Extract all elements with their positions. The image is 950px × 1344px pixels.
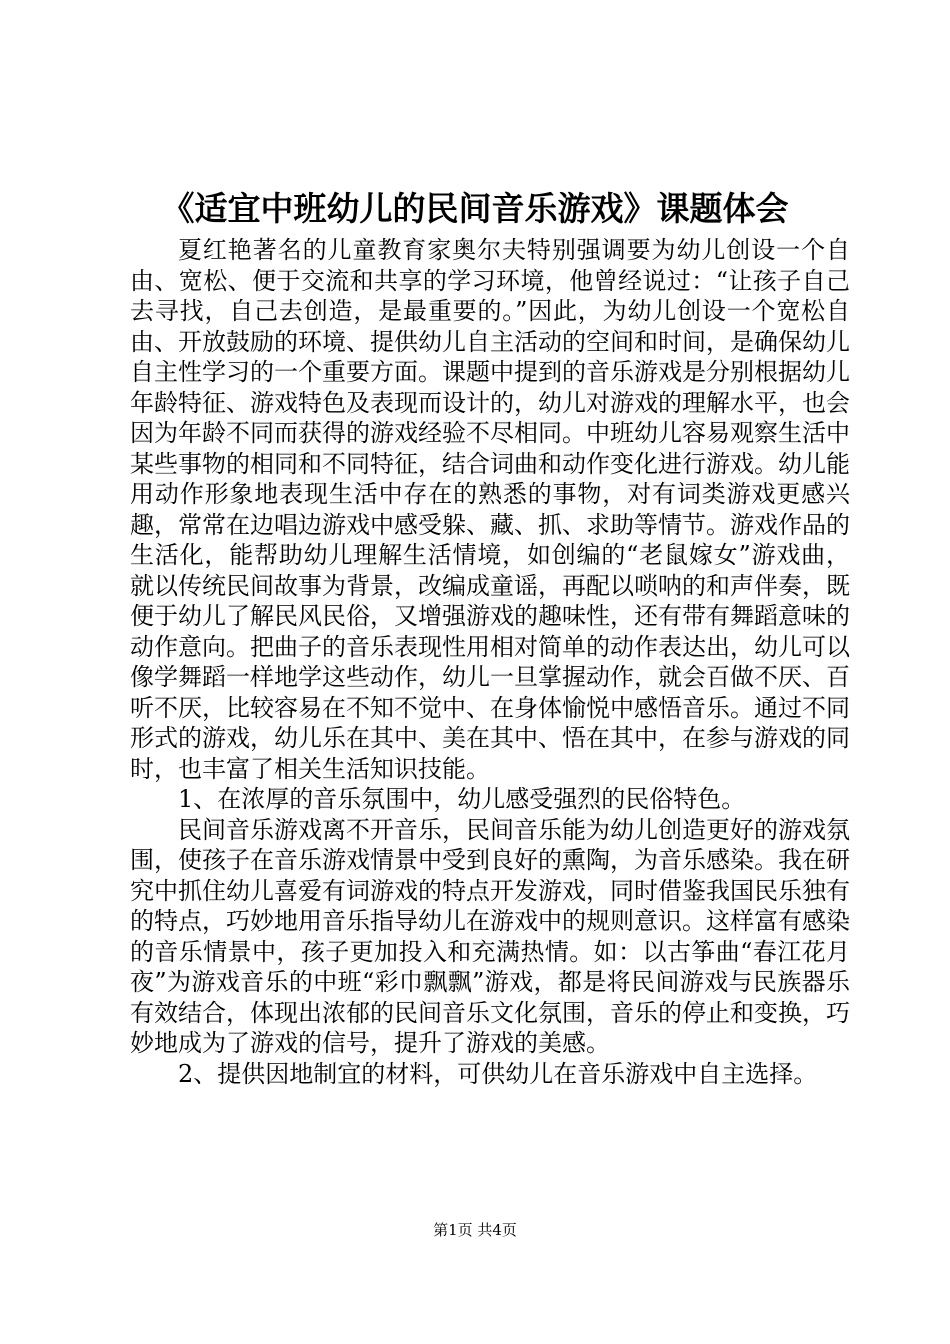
document-body: [130, 235, 850, 1089]
section-heading-2: 2、提供因地制宜的材料，可供幼儿在音乐游戏中自主选择。: [178, 1059, 818, 1088]
paragraph-section-1: 民间音乐游戏离不开音乐，民间音乐能为幼儿创造更好的游戏氛围，使孩子在音乐游戏情景中受到良好的熏陶，为音乐感染。我在研究中抓住幼儿喜爱有词游戏的特点开发游戏，同时借鉴我国民乐独有的特点，巧妙地用音乐指导幼儿在游戏中的规则意识。这样富有感染的音乐情景中，孩子更加投入和充满热情。如：以古筝曲“春江花月夜”为游戏音乐的中班“彩巾飘飘”游戏，都是将民间游戏与民族器乐有效结合，体现出浓郁的民间音乐文化氛围，音乐的停止和变换，巧妙地成为了游戏的信号，提升了游戏的美感。: [130, 815, 850, 1057]
paragraph-intro: 夏红艳著名的儿童教育家奥尔夫特别强调要为幼儿创设一个自由、宽松、便于交流和共享的学习环境，他曾经说过：“让孩子自己去寻找，自己去创造，是最重要的。”因此，为幼儿创设一个宽松自由、开放鼓励的环境、提供幼儿自主活动的空间和时间，是确保幼儿自主性学习的一个重要方面。课题中提到的音乐游戏是分别根据幼儿年龄特征、游戏特色及表现而设计的，幼儿对游戏的理解水平，也会因为年龄不同而获得的游戏经验不尽相同。中班幼儿容易观察生活中某些事物的相同和不同特征，结合词曲和动作变化进行游戏。幼儿能用动作形象地表现生活中存在的熟悉的事物，对有词类游戏更感兴趣，常常在边唱边游戏中感受躲、藏、抓、求助等情节。游戏作品的生活化，能帮助幼儿理解生活情境，如创编的“老鼠嫁女”游戏曲，就以传统民间故事为背景，改编成童谣，再配以唢呐的和声伴奏，既便于幼儿了解民风民俗，又增强游戏的趣味性，还有带有舞蹈意味的动作意向。把曲子的音乐表现性用相对简单的动作表达出，幼儿可以像学舞蹈一样地学这些动作，幼儿一旦掌握动作，就会百做不厌、百听不厌，比较容易在不知不觉中、在身体愉悦中感悟音乐。通过不同形式的游戏，幼儿乐在其中、美在其中、悟在其中，在参与游戏的同时，也丰富了相关生活知识技能。: [130, 236, 850, 783]
document-title: 《适宜中班幼儿的民间音乐游戏》课题体会: [161, 189, 789, 228]
page-footer: 第1页 共4页: [433, 1221, 517, 1239]
section-heading-1: 1、在浓厚的音乐氛围中，幼儿感受强烈的民俗特色。: [178, 785, 746, 813]
